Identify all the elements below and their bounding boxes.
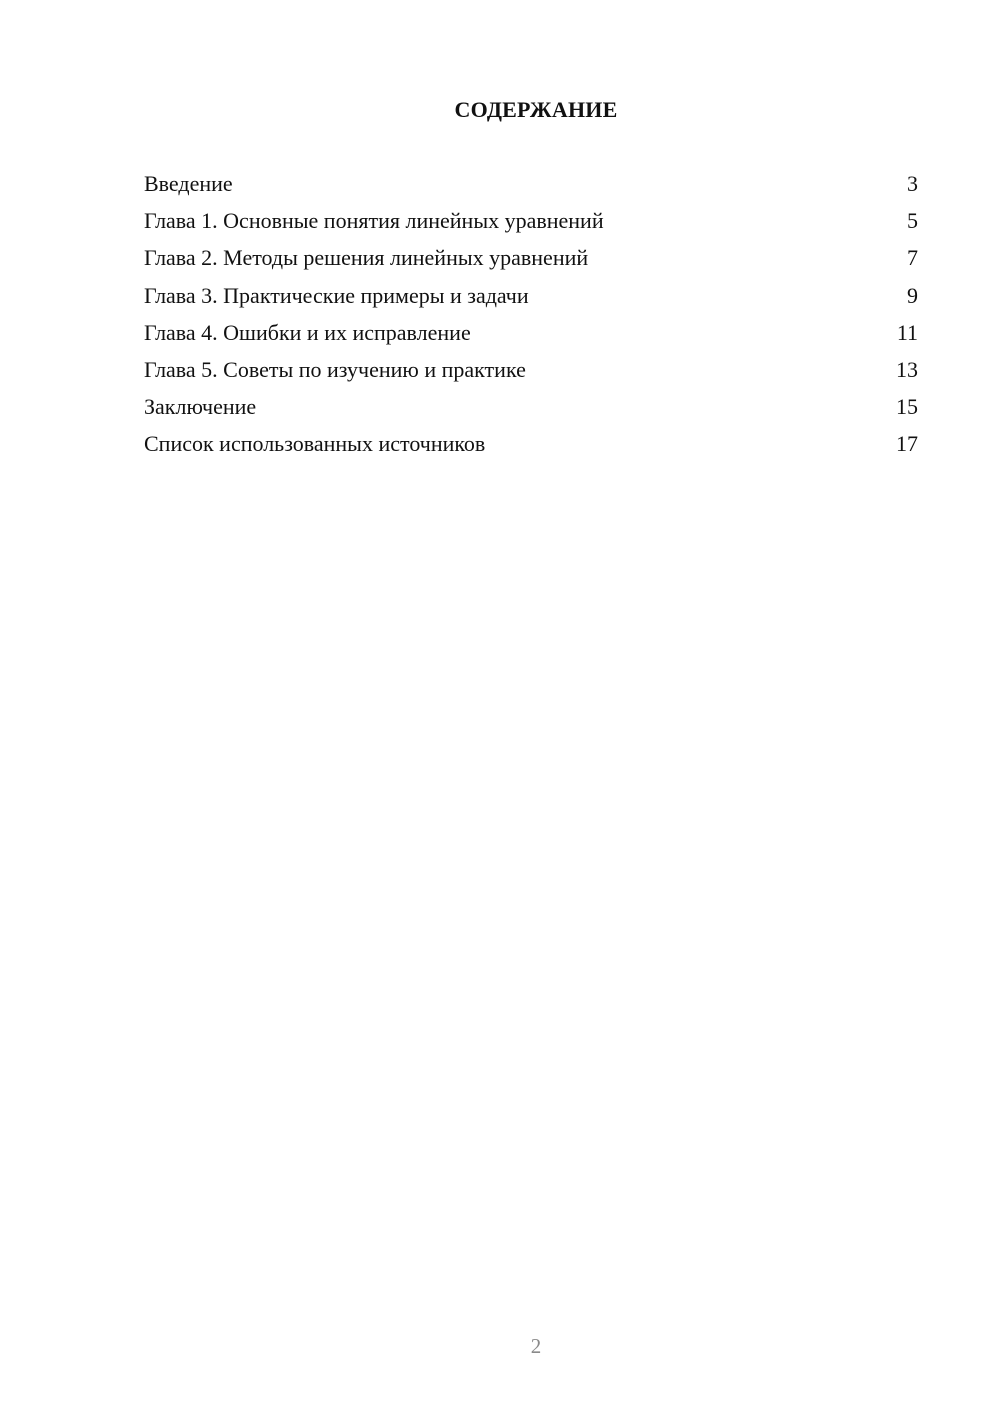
page-title: СОДЕРЖАНИЕ [454,97,618,122]
toc-entry-introduction [144,168,918,205]
toc-entry-chapter-4 [144,317,918,354]
toc-entry-page: 15 [896,394,918,420]
toc-entry-conclusion [144,391,918,428]
toc-entry-chapter-5 [144,354,918,391]
toc-entry-label: Глава 3. Практические примеры и задачи [144,282,529,308]
toc-entry-page: 5 [907,208,918,234]
toc-entry-label: Глава 2. Методы решения линейных уравнений [144,245,589,271]
toc-entry-label: Заключение [144,394,257,420]
toc-entry-chapter-1 [144,205,918,242]
toc-entry-chapter-2 [144,242,918,279]
table-of-contents [144,168,918,466]
toc-entry-page: 9 [907,282,918,308]
page-number: 2 [530,1334,542,1358]
toc-entry-references [144,428,918,465]
toc-entry-page: 17 [896,431,918,457]
toc-entry-page: 11 [896,319,918,345]
toc-entry-page: 13 [896,356,918,382]
toc-entry-page: 7 [907,245,918,271]
toc-entry-label: Глава 4. Ошибки и их исправление [144,319,471,345]
toc-entry-label: Глава 1. Основные понятия линейных уравнений [144,208,604,234]
toc-entry-label: Глава 5. Советы по изучению и практике [144,356,526,382]
toc-entry-label: Список использованных источников [144,431,486,457]
toc-entry-chapter-3 [144,280,918,317]
toc-entry-page: 3 [907,171,918,196]
toc-entry-label: Введение [144,171,233,196]
